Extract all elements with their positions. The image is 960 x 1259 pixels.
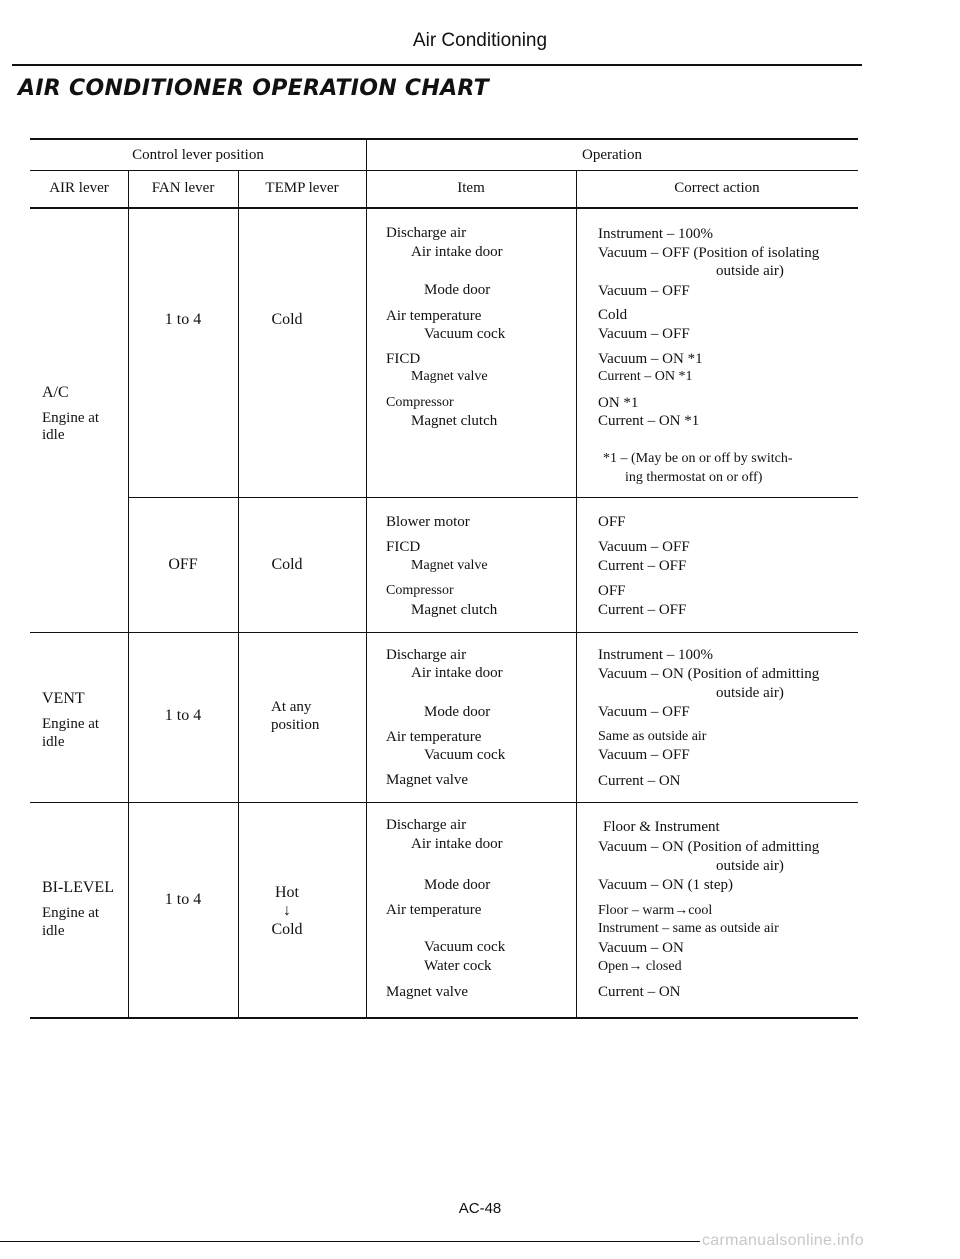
- ac-off-action: Current – OFF: [598, 602, 687, 618]
- vent-bilevel-rule: [30, 802, 858, 803]
- vent-temp-line1: At any: [271, 699, 312, 715]
- table-top-rule: [30, 138, 858, 140]
- bilevel-action: Instrument – same as outside air: [598, 921, 779, 936]
- col-rule-control-operation: [366, 138, 367, 1018]
- vent-action: Same as outside air: [598, 729, 707, 744]
- bilevel-action: Vacuum – ON: [598, 940, 684, 956]
- ac-off-action: Current – OFF: [598, 558, 687, 574]
- vent-action: Vacuum – OFF: [598, 747, 690, 763]
- ac-action: Instrument – 100%: [598, 226, 713, 242]
- ac-off-item: Blower motor: [386, 514, 470, 530]
- ac-fan-off-temp: Cold: [271, 556, 303, 573]
- col-header-temp: TEMP lever: [265, 180, 339, 196]
- vent-action: outside air): [716, 685, 784, 701]
- bilevel-action: Vacuum – ON (1 step): [598, 877, 733, 893]
- ac-item: FICD: [386, 351, 421, 367]
- ac-action: Vacuum – OFF: [598, 283, 690, 299]
- ac-air-mode: A/C: [42, 384, 69, 401]
- ac-action: ON *1: [598, 395, 639, 411]
- ac-off-item: Magnet clutch: [411, 602, 498, 618]
- group-header-rule: [30, 170, 858, 171]
- page-title: AIR CONDITIONER OPERATION CHART: [18, 76, 489, 101]
- bilevel-engine-line1: Engine at: [42, 905, 100, 921]
- table-bottom-rule: [30, 1017, 858, 1019]
- bilevel-temp-arrow: ↓: [283, 902, 291, 919]
- ac-item: Air intake door: [411, 244, 503, 260]
- vent-action: Vacuum – OFF: [598, 704, 690, 720]
- vent-engine-line2: idle: [42, 734, 65, 750]
- ac-item: Compressor: [386, 395, 454, 410]
- bilevel-action: Floor & Instrument: [603, 819, 720, 835]
- vent-fan: 1 to 4: [164, 707, 202, 724]
- bilevel-item: Mode door: [424, 877, 491, 893]
- ac-action: Current – ON *1: [598, 413, 700, 429]
- vent-item: Air temperature: [386, 729, 482, 745]
- ac-action: Vacuum – ON *1: [598, 351, 703, 367]
- bilevel-action: outside air): [716, 858, 784, 874]
- ac-engine-line2: idle: [42, 427, 65, 443]
- ac-action: Current – ON *1: [598, 369, 693, 384]
- ac-off-item: Compressor: [386, 583, 454, 598]
- bilevel-fan: 1 to 4: [164, 891, 202, 908]
- col-rule-air-fan: [128, 170, 129, 1018]
- bilevel-action: Floor – warm→cool: [598, 903, 713, 918]
- col-header-fan: FAN lever: [151, 180, 215, 196]
- vent-action: Instrument – 100%: [598, 647, 713, 663]
- bilevel-item: Air intake door: [411, 836, 503, 852]
- bilevel-item: Water cock: [424, 958, 492, 974]
- col-header-air: AIR lever: [49, 180, 109, 196]
- ac-item: Vacuum cock: [424, 326, 506, 342]
- vent-item: Air intake door: [411, 665, 503, 681]
- ac-action: *1 – (May be on or off by switch-: [603, 451, 793, 466]
- vent-item: Magnet valve: [386, 772, 469, 788]
- ac-action: outside air): [716, 263, 784, 279]
- ac-item: Mode door: [424, 282, 491, 298]
- vent-action: Current – ON: [598, 773, 681, 789]
- bilevel-temp-line1: Hot: [275, 884, 299, 901]
- group-header-control: Control lever position: [132, 147, 264, 163]
- ac-action: ing thermostat on or off): [625, 470, 763, 485]
- vent-action: Vacuum – ON (Position of admitting: [598, 666, 820, 682]
- bottom-rule: [0, 1241, 700, 1242]
- vent-item: Mode door: [424, 704, 491, 720]
- vent-item: Vacuum cock: [424, 747, 506, 763]
- ac-action: Cold: [598, 307, 628, 323]
- ac-item: Discharge air: [386, 225, 467, 241]
- group-header-operation: Operation: [582, 147, 642, 163]
- ac-action: Vacuum – OFF: [598, 326, 690, 342]
- ac-item: Air temperature: [386, 308, 482, 324]
- ac-item: Magnet valve: [411, 369, 488, 384]
- bilevel-action: Current – ON: [598, 984, 681, 1000]
- bilevel-item: Air temperature: [386, 902, 482, 918]
- vent-air-mode: VENT: [42, 690, 85, 707]
- col-header-action: Correct action: [674, 180, 760, 196]
- ac-off-item: Magnet valve: [411, 558, 488, 573]
- bilevel-item: Discharge air: [386, 817, 467, 833]
- page-number: AC-48: [458, 1200, 502, 1217]
- col-rule-item-action: [576, 170, 577, 1018]
- column-header-rule: [30, 207, 858, 209]
- watermark-text: carmanualsonline.info: [702, 1232, 864, 1249]
- ac-action: Vacuum – OFF (Position of isolating: [598, 245, 820, 261]
- ac-off-action: Vacuum – OFF: [598, 539, 690, 555]
- ac-off-action: OFF: [598, 514, 626, 530]
- vent-engine-line1: Engine at: [42, 716, 100, 732]
- vent-temp-line2: position: [271, 717, 320, 733]
- ac-fan-on-fan: 1 to 4: [164, 311, 202, 328]
- ac-fan-on-temp: Cold: [271, 311, 303, 328]
- vent-item: Discharge air: [386, 647, 467, 663]
- bilevel-item: Magnet valve: [386, 984, 469, 1000]
- bilevel-action: Vacuum – ON (Position of admitting: [598, 839, 820, 855]
- bilevel-engine-line2: idle: [42, 923, 65, 939]
- bilevel-item: Vacuum cock: [424, 939, 506, 955]
- header-rule: [12, 64, 862, 66]
- ac-vent-rule: [30, 632, 858, 633]
- ac-item: Magnet clutch: [411, 413, 498, 429]
- bilevel-temp-line2: Cold: [271, 921, 303, 938]
- ac-fan-off-fan: OFF: [168, 556, 198, 573]
- page-header: Air Conditioning: [412, 30, 548, 51]
- bilevel-air-mode: BI-LEVEL: [42, 879, 114, 896]
- ac-off-item: FICD: [386, 539, 421, 555]
- col-header-item: Item: [457, 180, 485, 196]
- bilevel-action: Open→ closed: [598, 959, 682, 974]
- ac-engine-line1: Engine at: [42, 410, 100, 426]
- ac-off-action: OFF: [598, 583, 626, 599]
